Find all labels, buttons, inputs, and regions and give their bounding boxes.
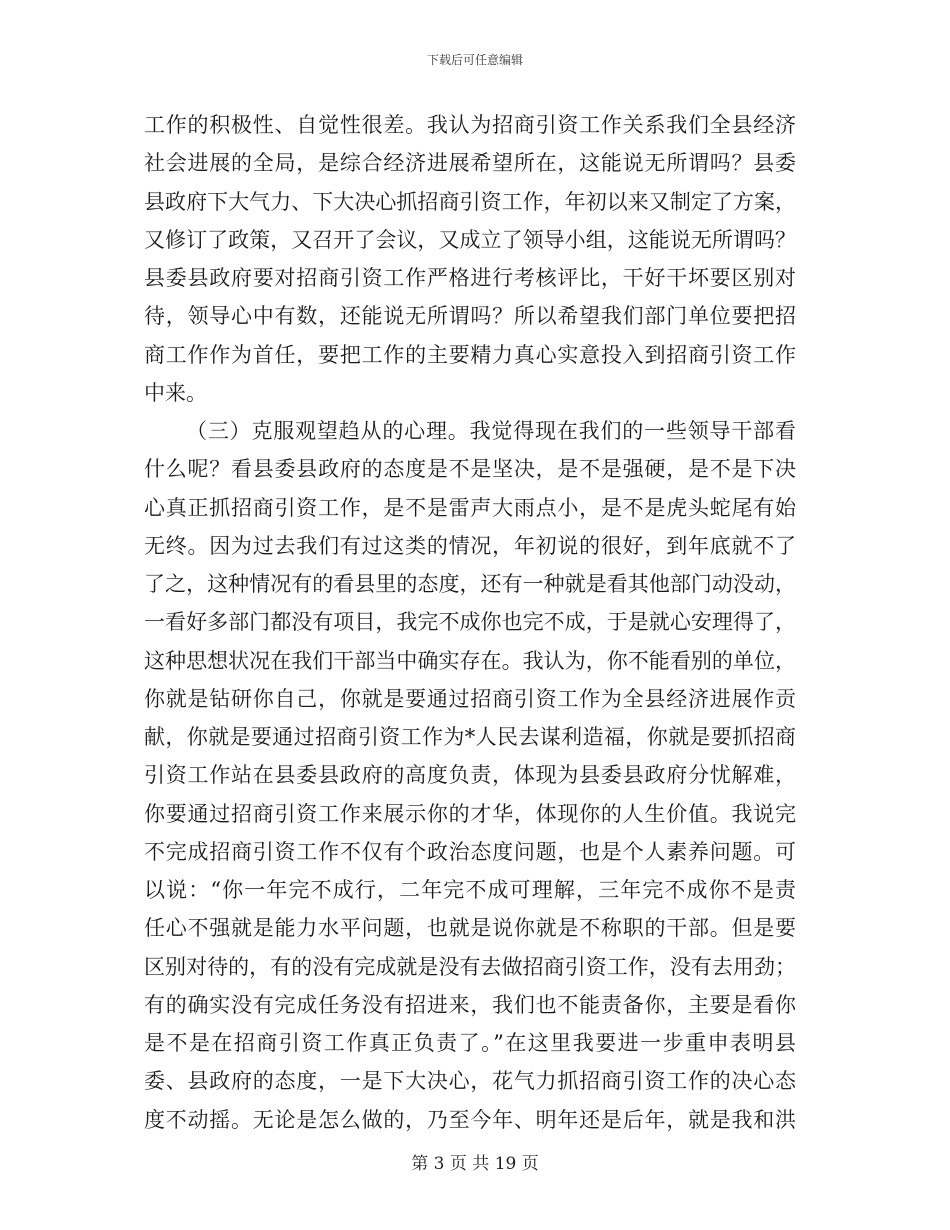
text-line: 县政府下大气力、下大决心抓招商引资工作，年初以来又制定了方案， [144,189,796,214]
text-line: 区别对待的，有的没有完成就是没有去做招商引资工作，没有去用劲； [144,954,796,979]
text-line: 又修订了政策，又召开了会议，又成立了领导小组，这能说无所谓吗？ [144,227,796,252]
text-line: 是不是在招商引资工作真正负责了。”在这里我要进一步重申表明县 [144,1031,796,1055]
text-line: 县委县政府要对招商引资工作严格进行考核评比，干好干坏要区别对 [144,266,796,290]
text-line: 工作的积极性、自觉性很差。我认为招商引资工作关系我们全县经济 [144,113,796,137]
section-heading-line: （三）克服观望趋从的心理。我觉得现在我们的一些领导干部看 [186,419,796,443]
text-line: 心真正抓招商引资工作，是不是雷声大雨点小，是不是虎头蛇尾有始 [144,495,796,520]
text-line: 了之，这种情况有的看县里的态度，还有一种就是看其他部门动没动， [144,572,796,596]
text-line: 你就是钻研你自己，你就是要通过招商引资工作为全县经济进展作贡 [144,686,796,711]
text-line: 待，领导心中有数，还能说无所谓吗？所以希望我们部门单位要把招 [144,304,796,329]
text-line: 度不动摇。无论是怎么做的，乃至今年、明年还是后年，就是我和洪 [144,1107,796,1132]
page-header: 下载后可任意编辑 [426,53,523,67]
text-line: 有的确实没有完成任务没有招进来，我们也不能责备你，主要是看你 [144,992,796,1017]
text-line: 委、县政府的态度，一是下大决心，花气力抓招商引资工作的决心态 [144,1069,796,1094]
page-number: 第 3 页 共 19 页 [411,1154,539,1174]
text-line: 献，你就是要通过招商引资工作为*人民去谋利造福，你就是要抓招商 [144,725,796,749]
text-line: 什么呢？看县委县政府的态度是不是坚决，是不是强硬，是不是下决 [144,457,796,482]
text-line: 中来。 [144,380,207,405]
text-line: 社会进展的全局，是综合经济进展希望所在，这能说无所谓吗？县委 [144,151,796,176]
text-line: 不完成招商引资工作不仅有个政治态度问题，也是个人素养问题。可 [144,839,796,864]
text-line: 一看好多部门都没有项目，我完不成你也完不成，于是就心安理得了， [144,610,796,635]
text-line: 以说：“你一年完不成行，二年完不成可理解，三年完不成你不是责 [144,878,796,902]
paragraph-2 [144,412,796,1139]
text-line: 无终。因为过去我们有过这类的情况，年初说的很好，到年底就不了 [144,533,796,558]
paragraph-1 [144,106,796,412]
text-line: 商工作作为首任，要把工作的主要精力真心实意投入到招商引资工作 [144,342,796,367]
text-line: 引资工作站在县委县政府的高度负责，体现为县委县政府分忧解难， [144,763,796,788]
text-line: 你要通过招商引资工作来展示你的才华，体现你的人生价值。我说完 [144,801,796,826]
document-body [144,106,796,1139]
text-line: 这种思想状况在我们干部当中确实存在。我认为，你不能看别的单位， [144,648,796,673]
text-line: 任心不强就是能力水平问题，也就是说你就是不称职的干部。但是要 [144,916,796,941]
